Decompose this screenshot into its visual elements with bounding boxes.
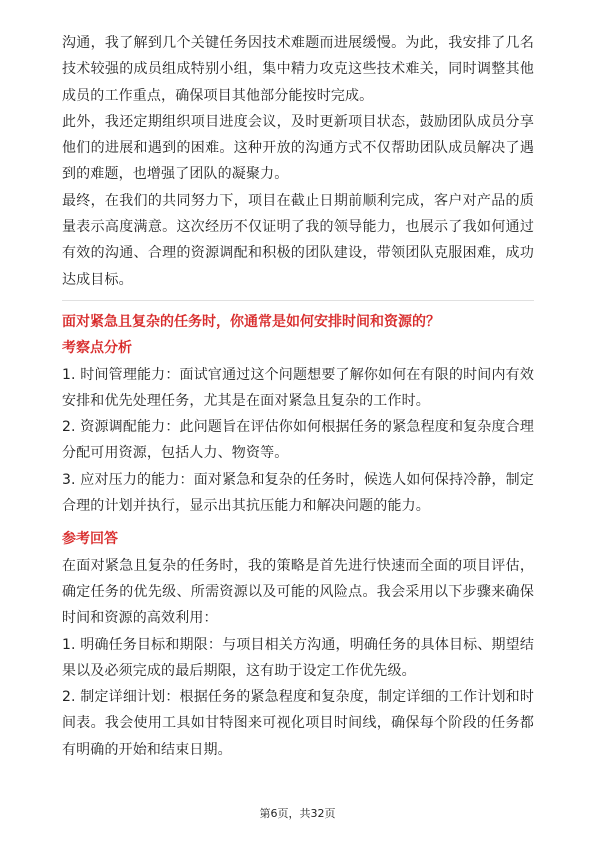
question-section [62,309,534,763]
analysis-item-1: 1. 时间管理能力：面试官通过这个问题想要了解你如何在有限的时间内有效安排和优先处理任务，尤其是在面对紧急且复杂的工作时。 [62,366,534,409]
analysis-heading: 考察点分析 [62,340,132,357]
intro-section [62,30,534,293]
page-number: 第6页，共32页 [259,807,336,820]
analysis-item-2: 2. 资源调配能力：此问题旨在评估你如何根据任务的紧急程度和复杂度合理分配可用资源，包括人力、物资等。 [62,419,534,462]
answer-paragraph-1: 在面对紧急且复杂的任务时，我的策略是首先进行快速而全面的项目评估，确定任务的优先级、所需资源以及可能的风险点。我会采用以下步骤来确保时间和资源的高效利用： [62,557,534,627]
analysis-item-3: 3. 应对压力的能力：面对紧急和复杂的任务时，候选人如何保持冷静，制定合理的计划并执行，显示出其抗压能力和解决问题的能力。 [62,471,534,515]
intro-paragraph-2: 此外，我还定期组织项目进度会议，及时更新项目状态，鼓励团队成员分享他们的进展和遇到的困难。这种开放的沟通方式不仅帮助团队成员解决了遇到的难题，也增强了团队的凝聚力。 [62,113,534,183]
section-divider [62,300,534,301]
answer-paragraph-2: 1. 明确任务目标和期限：与项目相关方沟通，明确任务的具体目标、期望结果以及必须完成的最后期限，这有助于设定工作优先级。 [62,636,534,679]
intro-paragraph-1: 沟通，我了解到几个关键任务因技术难题而进展缓慢。为此，我安排了几名技术较强的成员组成特别小组，集中精力攻克这些技术难关，同时调整其他成员的工作重点，确保项目其他部分能按时完成。 [62,35,534,104]
answer-heading: 参考回答 [62,531,118,548]
intro-paragraph-3: 最终，在我们的共同努力下，项目在截止日期前顺利完成，客户对产品的质量表示高度满意。这次经历不仅证明了我的领导能力，也展示了我如何通过有效的沟通、合理的资源调配和积极的团队建设，带领团队克服困难，成功达成目标。 [62,192,534,288]
answer-paragraph-3: 2. 制定详细计划：根据任务的紧急程度和复杂度，制定详细的工作计划和时间表。我会使用工具如甘特图来可视化项目时间线，确保每个阶段的任务都有明确的开始和结束日期。 [62,689,534,758]
question-title: 面对紧急且复杂的任务时，你通常是如何安排时间和资源的？ [62,314,440,330]
